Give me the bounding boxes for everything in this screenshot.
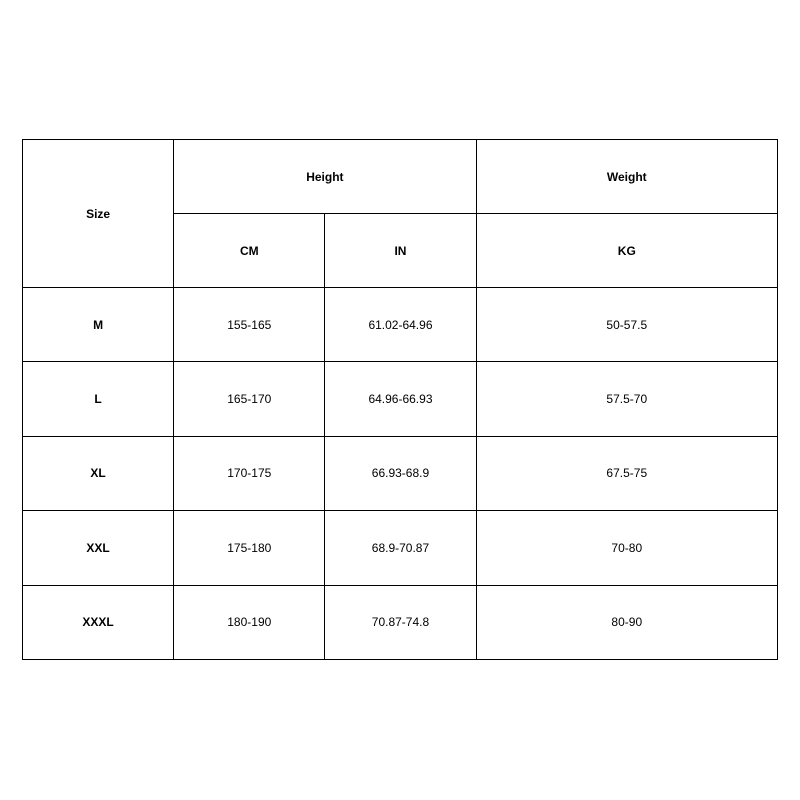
size-cell: XXXL [23,585,174,659]
kg-cell: 67.5-75 [476,436,777,510]
table-row [23,362,778,436]
table-row [23,511,778,585]
height-header: Height [174,140,476,214]
in-cell: 68.9-70.87 [325,511,476,585]
kg-cell: 80-90 [476,585,777,659]
in-cell: 61.02-64.96 [325,288,476,362]
kg-cell: 70-80 [476,511,777,585]
in-cell: 70.87-74.8 [325,585,476,659]
kg-cell: 57.5-70 [476,362,777,436]
cm-cell: 165-170 [174,362,325,436]
cm-cell: 170-175 [174,436,325,510]
in-header: IN [325,214,476,288]
kg-cell: 50-57.5 [476,288,777,362]
cm-cell: 180-190 [174,585,325,659]
size-cell: XL [23,436,174,510]
size-header: Size [23,140,174,288]
kg-header: KG [476,214,777,288]
in-cell: 66.93-68.9 [325,436,476,510]
in-cell: 64.96-66.93 [325,362,476,436]
weight-header: Weight [476,140,777,214]
table-row [23,585,778,659]
size-cell: L [23,362,174,436]
size-chart-table [22,139,778,660]
header-row-top [23,140,778,214]
table-row [23,288,778,362]
size-cell: XXL [23,511,174,585]
cm-header: CM [174,214,325,288]
cm-cell: 175-180 [174,511,325,585]
cm-cell: 155-165 [174,288,325,362]
size-cell: M [23,288,174,362]
table-row [23,436,778,510]
